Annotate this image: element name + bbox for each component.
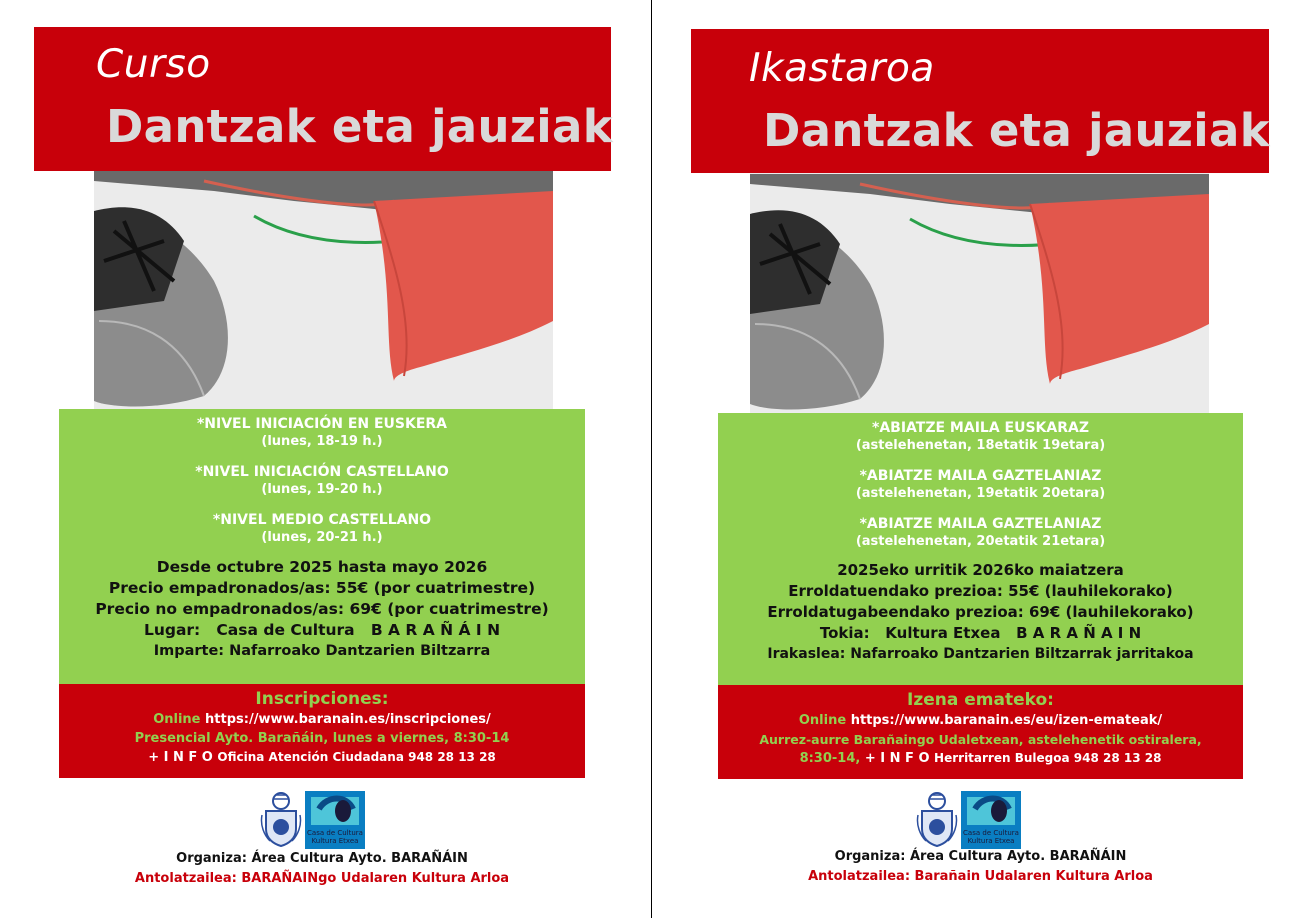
price-unregistered: Erroldatugabeendako prezioa: 69€ (lauhilekorako): [767, 603, 1194, 621]
baranain-coat-of-arms-icon: [916, 791, 958, 847]
level-3-time: (lunes, 20-21 h.): [261, 530, 383, 545]
presencial-text: Aurrez-aurre Barañaingo Udaletxean, astelehenetik ostiralera,: [759, 732, 1202, 747]
registration-heading: Inscripciones:: [255, 689, 389, 709]
online-link[interactable]: https://www.baranain.es/inscripciones/: [205, 712, 491, 727]
level-2-time: (lunes, 19-20 h.): [261, 482, 383, 497]
casa-cultura-logo: [961, 791, 1021, 849]
info-label: + I N F O: [864, 751, 930, 766]
level-3-name: *ABIATZE MAILA GAZTELANIAZ: [859, 516, 1102, 532]
venue: Tokia: Kultura Etxea B A R A Ñ A I N: [819, 624, 1142, 642]
teacher: Imparte: Nafarroako Dantzarien Biltzarra: [153, 643, 491, 659]
casa-cultura-emblem-icon: [305, 791, 365, 827]
casa-cultura-logo-text: Casa de Cultura Kultura Etxea: [307, 829, 363, 845]
online-label: Online: [153, 712, 201, 727]
schedule-panel: [718, 413, 1243, 685]
casa-cultura-emblem-icon: [961, 791, 1021, 827]
price-registered: Erroldatuendako prezioa: 55€ (lauhilekorako): [788, 582, 1173, 600]
footer: [59, 849, 585, 889]
title-banner: [691, 29, 1269, 173]
level-1-time: (astelehenetan, 18etatik 19etara): [855, 438, 1106, 453]
antolatzailea-text: Antolatzailea: Barañain Udalaren Kultura Arloa: [808, 869, 1153, 884]
level-1-name: *ABIATZE MAILA EUSKARAZ: [872, 420, 1089, 436]
course-dates: 2025eko urritik 2026ko maiatzera: [837, 561, 1124, 579]
antolatzailea-text: Antolatzailea: BARAÑAINgo Udalaren Kultura Arloa: [134, 871, 510, 886]
organiza-text: Organiza: Área Cultura Ayto. BARAÑÁIN: [834, 849, 1127, 864]
course-dates: Desde octubre 2025 hasta mayo 2026: [156, 558, 488, 576]
info-label: + I N F O: [148, 750, 213, 765]
venue: Lugar: Casa de Cultura B A R A Ñ Á I N: [143, 621, 501, 639]
dancer-photo: [94, 171, 553, 409]
presencial-time: 8:30-14,: [799, 751, 861, 766]
registration-panel: [59, 684, 585, 778]
online-label: Online: [798, 713, 847, 728]
level-3-name: *NIVEL MEDIO CASTELLANO: [212, 512, 432, 528]
teacher: Irakaslea: Nafarroako Dantzarien Biltzarrak jarritakoa: [767, 646, 1194, 662]
kicker-text: Curso: [96, 42, 211, 87]
casa-cultura-logo-text: Casa de Cultura Kultura Etxea: [963, 829, 1019, 845]
info-contact: Oficina Atención Ciudadana 948 28 13 28: [217, 750, 496, 764]
dancer-photo: [750, 173, 1209, 413]
course-title: Dantzak eta jauziak: [106, 100, 613, 153]
info-contact: Herritarren Bulegoa 948 28 13 28: [934, 751, 1162, 765]
price-unregistered: Precio no empadronados/as: 69€ (por cuatrimestre): [95, 600, 549, 618]
level-2-name: *ABIATZE MAILA GAZTELANIAZ: [859, 468, 1102, 484]
footer: [718, 847, 1243, 887]
baranain-coat-of-arms-icon: [260, 791, 302, 847]
schedule-panel: [59, 409, 585, 684]
espadrille-illustration: [94, 171, 553, 409]
online-link[interactable]: https://www.baranain.es/eu/izen-emateak/: [850, 713, 1163, 728]
kicker-text: Ikastaroa: [749, 46, 935, 91]
espadrille-illustration: [750, 173, 1209, 413]
casa-cultura-logo: [305, 791, 365, 849]
level-1-name: *NIVEL INICIACIÓN EN EUSKERA: [196, 416, 448, 432]
level-1-time: (lunes, 18-19 h.): [261, 434, 383, 449]
organiza-text: Organiza: Área Cultura Ayto. BARAÑÁIN: [176, 851, 468, 866]
registration-heading: Izena emateko:: [907, 690, 1054, 710]
price-registered: Precio empadronados/as: 55€ (por cuatrimestre): [108, 579, 536, 597]
presencial-text: Presencial Ayto. Barañáin, lunes a viernes, 8:30-14: [134, 731, 510, 746]
level-3-time: (astelehenetan, 20etatik 21etara): [855, 534, 1106, 549]
registration-panel: [718, 685, 1243, 779]
title-banner: [34, 27, 611, 171]
level-2-time: (astelehenetan, 19etatik 20etara): [855, 486, 1106, 501]
course-title: Dantzak eta jauziak: [763, 104, 1270, 157]
level-2-name: *NIVEL INICIACIÓN CASTELLANO: [195, 464, 449, 480]
page-divider: [651, 0, 652, 918]
